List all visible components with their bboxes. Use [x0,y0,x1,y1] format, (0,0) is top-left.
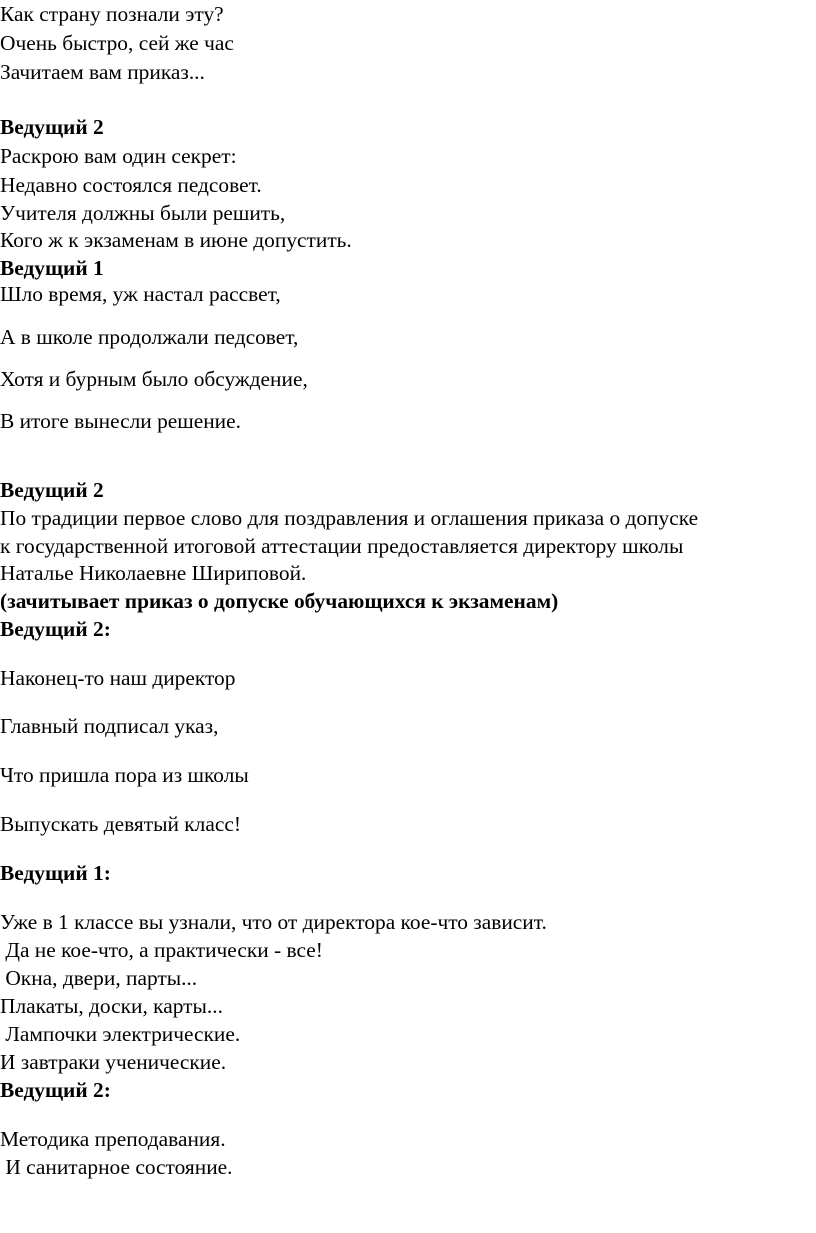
text-line: Что пришла пора из школы [0,763,249,787]
text-line: Хотя и бурным было обсуждение, [0,367,308,391]
text-line: По традиции первое слово для поздравления и оглашения приказа о допуске [0,506,699,530]
text-line: Наталье Николаевне Шириповой. [0,561,307,585]
text-line: Шло время, уж настал рассвет, [0,282,281,306]
speaker-heading: Ведущий 1 [0,256,104,280]
text-line: Наконец-то наш директор [0,666,236,690]
text-line: Зачитаем вам приказ... [0,60,205,84]
stage-direction: (зачитывает приказ о допуске обучающихся к экзаменам) [0,589,559,613]
text-line: Выпускать девятый класс! [0,812,241,836]
text-line: И завтраки ученические. [0,1050,227,1074]
text-line: Плакаты, доски, карты... [0,994,223,1018]
text-line: Учителя должны были решить, [0,201,286,225]
text-line: А в школе продолжали педсовет, [0,325,299,349]
speaker-heading: Ведущий 2: [0,617,111,641]
text-line: Методика преподавания. [0,1127,226,1151]
text-line: Очень быстро, сей же час [0,31,234,55]
speaker-heading: Ведущий 2: [0,1078,111,1102]
text-line: Недавно состоялся педсовет. [0,173,262,197]
text-line: И санитарное состояние. [0,1155,233,1179]
text-line: Уже в 1 классе вы узнали, что от директора кое-что зависит. [0,910,547,934]
text-line: Раскрою вам один секрет: [0,144,237,168]
text-line: Как страну познали эту? [0,2,224,26]
text-line: В итоге вынесли решение. [0,409,241,433]
text-line: Главный подписал указ, [0,714,219,738]
text-line: Окна, двери, парты... [0,966,198,990]
speaker-heading: Ведущий 1: [0,861,111,885]
speaker-heading: Ведущий 2 [0,115,104,139]
text-line: Кого ж к экзаменам в июне допустить. [0,228,352,252]
text-line: Да не кое-что, а практически - все! [0,938,323,962]
speaker-heading: Ведущий 2 [0,478,104,502]
text-line: к государственной итоговой аттестации предоставляется директору школы [0,534,684,558]
text-line: Лампочки электрические. [0,1022,241,1046]
